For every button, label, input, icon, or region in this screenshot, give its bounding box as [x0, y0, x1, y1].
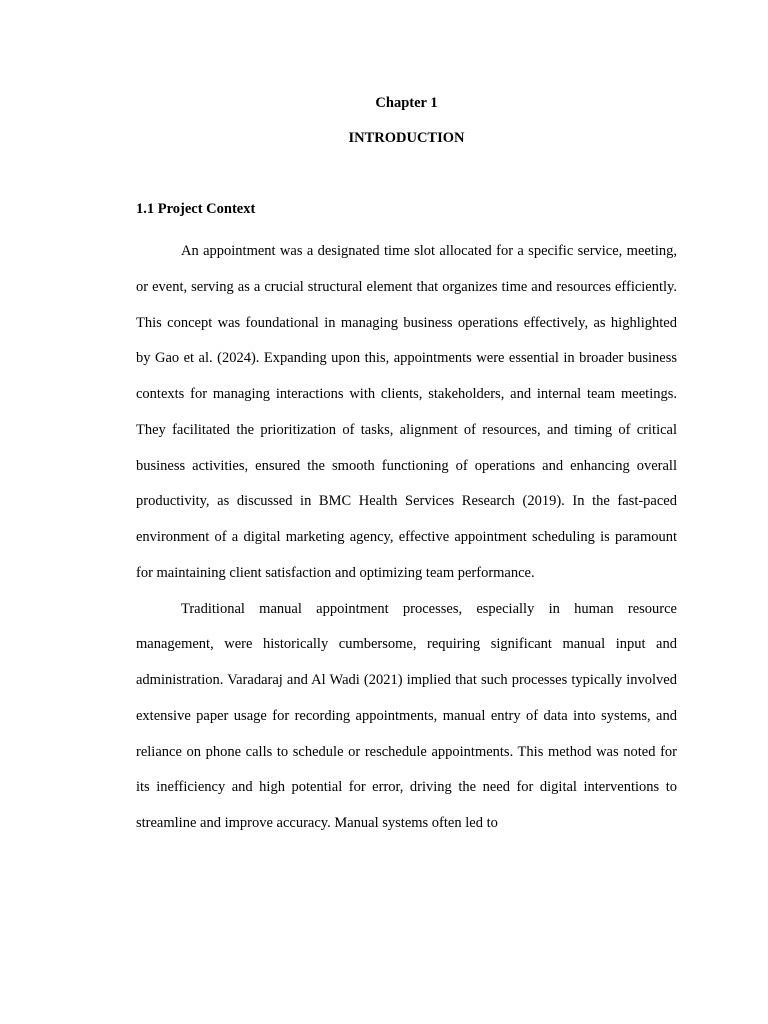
chapter-number: Chapter 1 — [375, 95, 438, 111]
chapter-title: INTRODUCTION — [348, 130, 465, 146]
paragraph-2: Traditional manual appointment processes, especially in human resource management, were historically cumbersome, requiring significant manual input and administration. Varadaraj and Al Wadi (2021) implied that such processes typically involved extensive paper usage for recording appointments, manual entry of data into systems, and reliance on phone calls to schedule or reschedule appointments. This method was noted for its inefficiency and high potential for error, driving the need for digital interventions to streamline and improve accuracy. Manual systems often led to — [136, 600, 677, 831]
body-text — [136, 234, 677, 842]
section-heading: 1.1 Project Context — [136, 201, 256, 217]
paragraph-1: An appointment was a designated time slot allocated for a specific service, meeting, or event, serving as a crucial structural element that organizes time and resources efficiently. This concept was foundational in managing business operations effectively, as highlighted by Gao et al. (2024). Expanding upon this, appointments were essential in broader business contexts for managing interactions with clients, stakeholders, and internal team meetings. They facilitated the prioritization of tasks, alignment of resources, and timing of critical business activities, ensured the smooth functioning of operations and enhancing overall productivity, as discussed in BMC Health Services Research (2019). In the fast-paced environment of a digital marketing agency, effective appointment scheduling is paramount for maintaining client satisfaction and optimizing team performance. — [136, 243, 677, 581]
